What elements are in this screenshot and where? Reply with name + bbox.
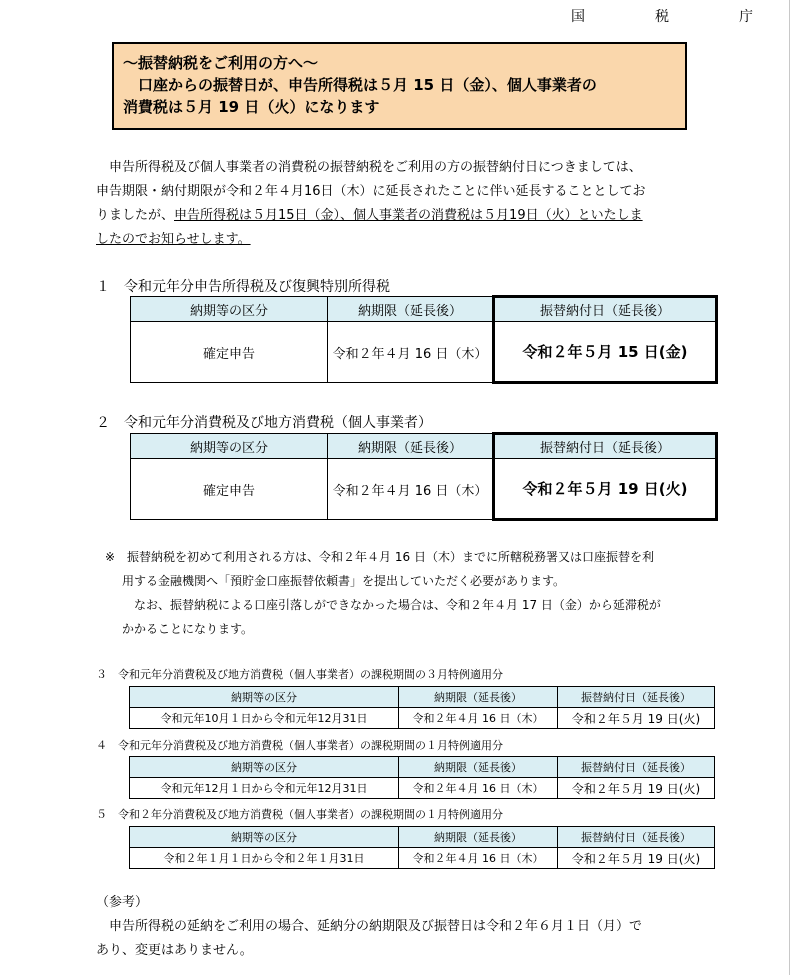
intro-line-4: したのでお知らせします。 [96,232,251,247]
note-line-3: なお、振替納税による口座引落しができなかった場合は、令和２年４月 17 日（金）から延滞税が [122,598,661,612]
reference-section [96,891,642,963]
title-box [112,42,687,130]
section2-header-category: 納期等の区分 [131,434,328,459]
intro-line-2: 申告期限・納付期限が令和２年４月16日（木）に延長されたことに伴い延長することとしてお [96,184,646,199]
section4-cell-category: 令和元年12月１日から令和元年12月31日 [130,778,399,799]
title-line-3: 消費税は５月 19 日（火）になります [123,98,380,116]
section3-cell-deadline: 令和２年４月 16 日（木） [399,708,558,729]
note-paragraph [105,545,661,641]
section1-header-deadline: 納期限（延長後） [328,297,494,322]
section5-heading: ５ 令和２年分消費税及び地方消費税（個人事業者）の課税期間の１月特例適用分 [96,808,503,821]
section4-header-category: 納期等の区分 [130,757,399,778]
section4-heading: ４ 令和元年分消費税及び地方消費税（個人事業者）の課税期間の１月特例適用分 [96,739,503,752]
reference-line-2: あり、変更はありません。 [96,943,253,958]
page-edge [789,0,790,975]
section3-heading: ３ 令和元年分消費税及び地方消費税（個人事業者）の課税期間の３月特例適用分 [96,668,503,681]
section2-header-transfer-date: 振替納付日（延長後） [494,434,717,459]
section2-cell-transfer-date: 令和２年５月 19 日(火) [494,459,717,520]
section5-cell-category: 令和２年１月１日から令和２年１月31日 [130,848,399,869]
section1-heading: １ 令和元年分申告所得税及び復興特別所得税 [96,279,390,295]
section5-header-transfer-date: 振替納付日（延長後） [558,827,715,848]
intro-line-1: 申告所得税及び個人事業者の消費税の振替納税をご利用の方の振替納付日につきましては、 [96,160,642,175]
title-line-2: 口座からの振替日が、申告所得税は５月 15 日（金）、個人事業者の [123,76,597,94]
reference-line-1: 申告所得税の延納をご利用の場合、延納分の納期限及び振替日は令和２年６月１日（月）で [96,919,643,934]
section2-cell-category: 確定申告 [131,459,328,520]
section2-cell-deadline: 令和２年４月 16 日（木） [328,459,494,520]
section4-cell-deadline: 令和２年４月 16 日（木） [399,778,558,799]
intro-underlined-text: 申告所得税は５月15日（金）、個人事業者の消費税は５月19日（火）といたしま [174,208,643,223]
section4-header-deadline: 納期限（延長後） [399,757,558,778]
section1-header-transfer-date: 振替納付日（延長後） [494,297,717,322]
reference-label: （参考） [96,895,149,910]
section1-cell-category: 確定申告 [131,322,328,383]
section2-heading: ２ 令和元年分消費税及び地方消費税（個人事業者） [96,415,432,431]
section2-table [130,432,718,521]
section3-header-category: 納期等の区分 [130,687,399,708]
intro-paragraph [96,156,646,252]
section3-header-transfer-date: 振替納付日（延長後） [558,687,715,708]
section3-header-deadline: 納期限（延長後） [399,687,558,708]
section3-table [129,686,715,729]
section2-header-deadline: 納期限（延長後） [328,434,494,459]
section4-table [129,756,715,799]
section5-header-category: 納期等の区分 [130,827,399,848]
section1-header-category: 納期等の区分 [131,297,328,322]
section4-cell-transfer-date: 令和２年５月 19 日(火) [558,778,715,799]
note-line-2: 用する金融機関へ「預貯金口座振替依頼書」を提出していただく必要があります。 [122,574,566,588]
section1-cell-deadline: 令和２年４月 16 日（木） [328,322,494,383]
section5-header-deadline: 納期限（延長後） [399,827,558,848]
note-line-1: ※ 振替納税を初めて利用される方は、令和２年４月 16 日（木）までに所轄税務署又は口座振替を利 [105,550,654,564]
section3-cell-transfer-date: 令和２年５月 19 日(火) [558,708,715,729]
intro-line-3: りましたが、申告所得税は５月15日（金）、個人事業者の消費税は５月19日（火）といたしま [96,208,643,223]
section3-cell-category: 令和元年10月１日から令和元年12月31日 [130,708,399,729]
agency-name: 国 税 庁 [571,9,781,25]
title-line-1: ～振替納税をご利用の方へ～ [123,54,319,72]
section4-header-transfer-date: 振替納付日（延長後） [558,757,715,778]
section5-cell-deadline: 令和２年４月 16 日（木） [399,848,558,869]
note-line-4: かかることになります。 [122,622,254,636]
section1-cell-transfer-date: 令和２年５月 15 日(金) [494,322,717,383]
section5-cell-transfer-date: 令和２年５月 19 日(火) [558,848,715,869]
section5-table [129,826,715,869]
section1-table [130,295,718,384]
